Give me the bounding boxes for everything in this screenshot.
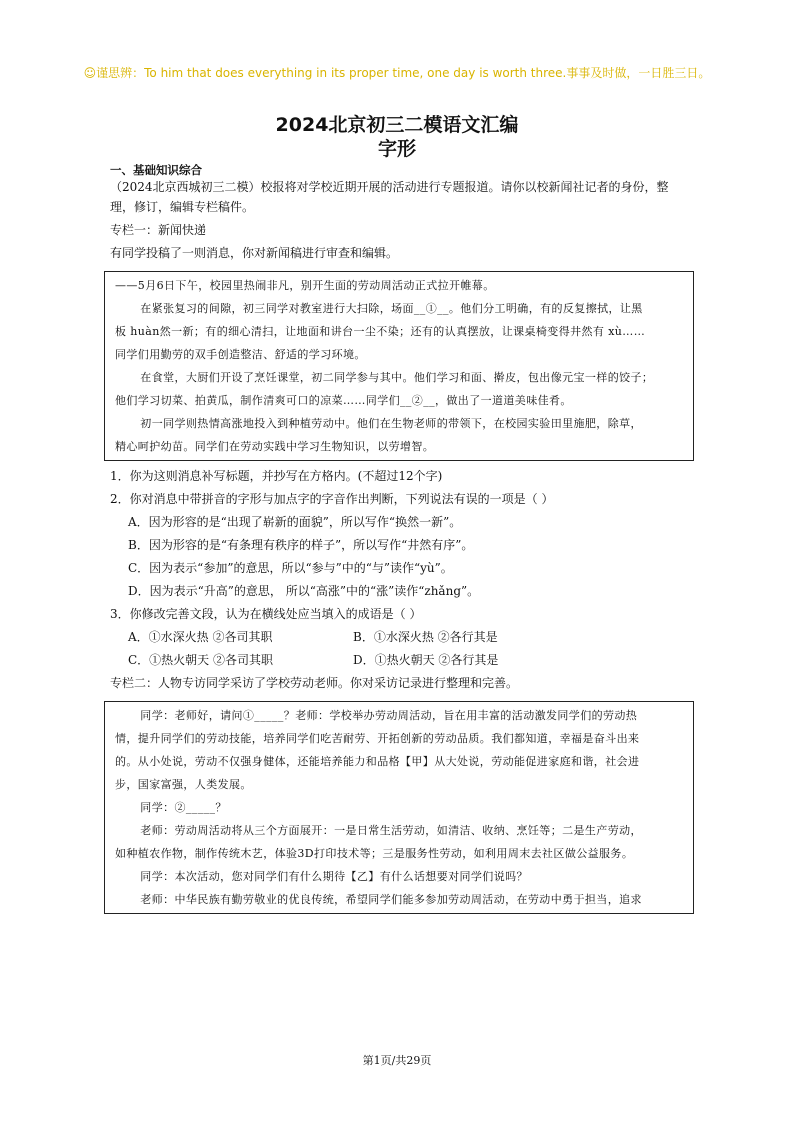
news-paragraph: 他们学习切菜、拍黄瓜，制作清爽可口的凉菜……同学们__②__，做出了一道道美味佳肴。 [115,394,572,407]
interview-line: 同学：②_____？ [140,801,227,814]
question-3-options-row [128,626,685,649]
interview-line: 步，国家富强，人类发展。 [115,778,252,791]
page-number: 第1页/共29页 [362,1054,432,1067]
news-paragraph: ——5月6日下午，校园里热闹非凡，别开生面的劳动周活动正式拉开帷幕。 [115,279,495,292]
header-motto: ☺谨思辨：To him that does everything in its proper time, one day is worth three.事事及时做，一日胜三日。 [83,66,711,80]
news-paragraph: 板 huàn然一新；有的细心清扫，让地面和讲台一尘不染；还有的认真摆放，让课桌椅变得井然有 xù…… [115,325,646,338]
news-paragraph: 同学们用勤劳的双手创造整洁、舒适的学习环境。 [115,348,366,361]
intro-line-2: 理，修订，编辑专栏稿件。 [110,200,255,214]
question-2-option: A．因为形容的是“出现了崭新的面貌”，所以写作“换然一新”。 [128,515,462,529]
question-3-options-row [128,649,685,672]
interview-line: 老师：劳动周活动将从三个方面展开：一是日常生活劳动，如清洁、收纳、烹饪等；二是生产劳动， [140,824,642,837]
interview-line: 同学：老师好，请问①_____？老师：学校举办劳动周活动，旨在用丰富的活动激发同学们的劳动热 [140,709,638,722]
news-paragraph: 初一同学则热情高涨地投入到种植劳动中。他们在生物老师的带领下，在校园实验田里施肥，除草， [140,417,642,430]
document-title: 2024北京初三二模语文汇编 [275,114,519,136]
intro-line-1: （2024北京西城初三二模）校报将对学校近期开展的活动进行专题报道。请你以校新闻社记者的身份，整 [110,180,669,194]
section-heading: 一、基础知识综合 [110,163,202,177]
interview-line: 老师：中华民族有勤劳敬业的优良传统，希望同学们能多参加劳动周活动，在劳动中勇于担当，追求 [140,893,642,906]
news-article-box [104,271,694,461]
interview-line: 情，提升同学们的劳动技能，培养同学们吃苦耐劳、开拓创新的劳动品质。我们都知道，幸福是奋斗出来 [115,732,640,745]
news-paragraph: 精心呵护幼苗。同学们在劳动实践中学习生物知识，以劳增智。 [115,440,435,453]
question-1: 1．你为这则消息补写标题，并抄写在方格内。(不超过12个字) [110,469,443,483]
question-2-option: C．因为表示“参加”的意思，所以“参与”中的“与”读作“yù”。 [128,561,453,575]
question-3-option: A．①水深火热 ②各司其职 [128,630,273,644]
column-1-title: 专栏一：新闻快递 [110,223,207,237]
interview-line: 同学：本次活动，您对同学们有什么期待【乙】有什么话想要对同学们说吗？ [140,870,528,883]
question-2-option: D．因为表示“升高”的意思， 所以“高涨”中的“涨”读作“zhǎng”。 [128,584,480,598]
news-paragraph: 在紧张复习的间隙，初三同学对教室进行大扫除，场面__①__。他们分工明确，有的反复擦拭，让黑 [140,302,643,315]
column-1-description: 有同学投稿了一则消息，你对新闻稿进行审查和编辑。 [110,246,399,260]
document-body [110,162,685,918]
column-2-title: 专栏二：人物专访同学采访了学校劳动老师。你对采访记录进行整理和完善。 [110,676,519,690]
interview-line: 如种植农作物，制作传统木艺，体验3D打印技术等；三是服务性劳动，如利用周末去社区做公益服务。 [115,847,634,860]
question-3: 3．你修改完善文段，认为在横线处应当填入的成语是（ ） [110,607,422,621]
question-3-option: D．①热火朝天 ②各行其是 [353,653,499,667]
document-subtitle: 字形 [377,138,416,160]
question-3-option: B．①水深火热 ②各行其是 [353,630,498,644]
question-2-option: B．因为形容的是“有条理有秩序的样子”，所以写作“井然有序”。 [128,538,474,552]
interview-box [104,701,694,914]
news-paragraph: 在食堂，大厨们开设了烹饪课堂，初二同学参与其中。他们学习和面、擀皮，包出像元宝一样的饺子； [140,371,654,384]
question-2: 2．你对消息中带拼音的字形与加点字的字音作出判断，下列说法有误的一项是（ ） [110,492,554,506]
question-3-option: C．①热火朝天 ②各司其职 [128,653,273,667]
interview-line: 的。从小处说，劳动不仅强身健体，还能培养能力和品格【甲】从大处说，劳动能促进家庭和谐，社会进 [115,755,640,768]
